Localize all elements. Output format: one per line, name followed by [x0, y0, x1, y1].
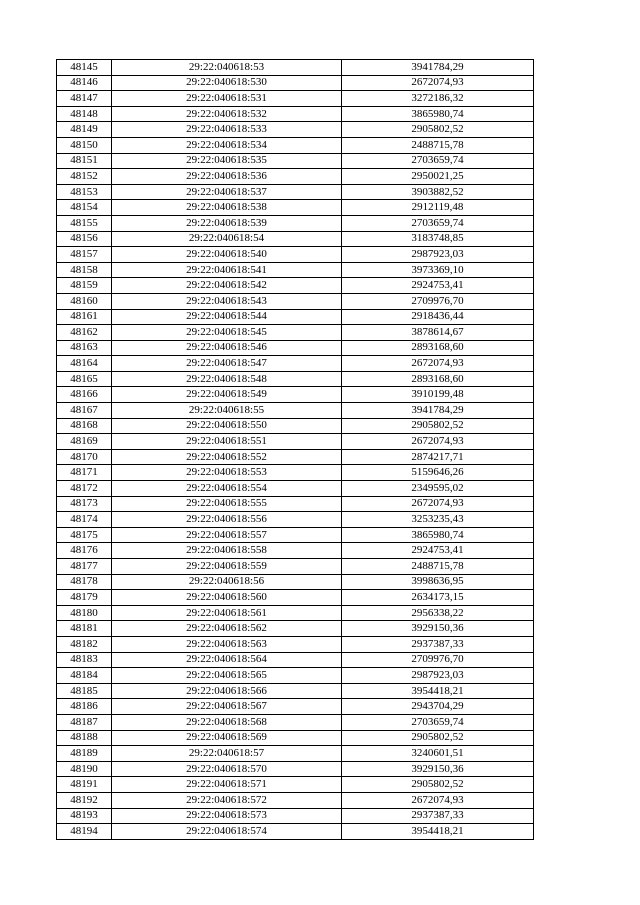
table-row [57, 278, 534, 294]
table-row [57, 60, 534, 76]
cadastral-value-cell: 3954418,21 [342, 824, 534, 840]
cadastral-number-cell: 29:22:040618:562 [112, 621, 342, 637]
cadastral-value-cell: 2874217,71 [342, 449, 534, 465]
cadastral-number-cell: 29:22:040618:544 [112, 309, 342, 325]
cadastral-number-cell: 29:22:040618:564 [112, 652, 342, 668]
row-number-cell: 48169 [57, 434, 112, 450]
table-row [57, 200, 534, 216]
cadastral-number-cell: 29:22:040618:556 [112, 512, 342, 528]
cadastral-number-cell: 29:22:040618:540 [112, 247, 342, 263]
cadastral-number-cell: 29:22:040618:560 [112, 590, 342, 606]
table-row [57, 309, 534, 325]
table-row [57, 512, 534, 528]
row-number-cell: 48176 [57, 543, 112, 559]
row-number-cell: 48168 [57, 418, 112, 434]
cadastral-value-cell: 2918436,44 [342, 309, 534, 325]
cadastral-number-cell: 29:22:040618:565 [112, 668, 342, 684]
table-row [57, 481, 534, 497]
table-row [57, 418, 534, 434]
cadastral-value-cell: 2937387,33 [342, 808, 534, 824]
table-row [57, 621, 534, 637]
table-row [57, 559, 534, 575]
cadastral-number-cell: 29:22:040618:538 [112, 200, 342, 216]
table-row [57, 169, 534, 185]
cadastral-value-cell: 3910199,48 [342, 387, 534, 403]
table-row [57, 668, 534, 684]
cadastral-value-cell: 3973369,10 [342, 262, 534, 278]
table-row [57, 184, 534, 200]
cadastral-value-cell: 2488715,78 [342, 559, 534, 575]
table-row [57, 449, 534, 465]
cadastral-number-cell: 29:22:040618:554 [112, 481, 342, 497]
cadastral-number-cell: 29:22:040618:563 [112, 636, 342, 652]
cadastral-value-cell: 3272186,32 [342, 91, 534, 107]
row-number-cell: 48175 [57, 527, 112, 543]
row-number-cell: 48186 [57, 699, 112, 715]
table-row [57, 746, 534, 762]
cadastral-number-cell: 29:22:040618:545 [112, 325, 342, 341]
cadastral-value-cell: 2709976,70 [342, 293, 534, 309]
cadastral-value-cell: 2924753,41 [342, 278, 534, 294]
row-number-cell: 48147 [57, 91, 112, 107]
table-row [57, 683, 534, 699]
cadastral-number-cell: 29:22:040618:572 [112, 792, 342, 808]
cadastral-value-cell: 2672074,93 [342, 496, 534, 512]
cadastral-value-cell: 3929150,36 [342, 761, 534, 777]
cadastral-number-cell: 29:22:040618:552 [112, 449, 342, 465]
table-row [57, 106, 534, 122]
row-number-cell: 48185 [57, 683, 112, 699]
cadastral-value-cell: 3954418,21 [342, 683, 534, 699]
row-number-cell: 48162 [57, 325, 112, 341]
cadastral-value-cell: 2905802,52 [342, 777, 534, 793]
cadastral-value-cell: 2905802,52 [342, 418, 534, 434]
row-number-cell: 48152 [57, 169, 112, 185]
row-number-cell: 48190 [57, 761, 112, 777]
cadastral-number-cell: 29:22:040618:561 [112, 605, 342, 621]
cadastral-value-cell: 2937387,33 [342, 636, 534, 652]
cadastral-number-cell: 29:22:040618:557 [112, 527, 342, 543]
cadastral-number-cell: 29:22:040618:56 [112, 574, 342, 590]
cadastral-number-cell: 29:22:040618:548 [112, 371, 342, 387]
cadastral-number-cell: 29:22:040618:571 [112, 777, 342, 793]
cadastral-number-cell: 29:22:040618:532 [112, 106, 342, 122]
table-row [57, 590, 534, 606]
table-row [57, 137, 534, 153]
cadastral-number-cell: 29:22:040618:550 [112, 418, 342, 434]
table-row [57, 605, 534, 621]
row-number-cell: 48192 [57, 792, 112, 808]
table-row [57, 356, 534, 372]
cadastral-value-cell: 2703659,74 [342, 153, 534, 169]
table-row [57, 496, 534, 512]
cadastral-number-cell: 29:22:040618:569 [112, 730, 342, 746]
cadastral-number-cell: 29:22:040618:559 [112, 559, 342, 575]
cadastral-number-cell: 29:22:040618:555 [112, 496, 342, 512]
cadastral-value-cell: 2703659,74 [342, 714, 534, 730]
table-row [57, 777, 534, 793]
row-number-cell: 48166 [57, 387, 112, 403]
row-number-cell: 48179 [57, 590, 112, 606]
table-row [57, 761, 534, 777]
cadastral-value-cell: 2905802,52 [342, 122, 534, 138]
row-number-cell: 48171 [57, 465, 112, 481]
cadastral-number-cell: 29:22:040618:530 [112, 75, 342, 91]
row-number-cell: 48183 [57, 652, 112, 668]
table-row [57, 699, 534, 715]
cadastral-value-cell: 2672074,93 [342, 356, 534, 372]
cadastral-value-cell: 3183748,85 [342, 231, 534, 247]
table-row [57, 325, 534, 341]
cadastral-number-cell: 29:22:040618:55 [112, 403, 342, 419]
table-row [57, 247, 534, 263]
row-number-cell: 48154 [57, 200, 112, 216]
table-row [57, 808, 534, 824]
row-number-cell: 48157 [57, 247, 112, 263]
row-number-cell: 48187 [57, 714, 112, 730]
cadastral-value-cell: 3941784,29 [342, 60, 534, 76]
row-number-cell: 48180 [57, 605, 112, 621]
row-number-cell: 48164 [57, 356, 112, 372]
cadastral-number-cell: 29:22:040618:558 [112, 543, 342, 559]
cadastral-number-cell: 29:22:040618:537 [112, 184, 342, 200]
cadastral-number-cell: 29:22:040618:551 [112, 434, 342, 450]
row-number-cell: 48184 [57, 668, 112, 684]
row-number-cell: 48151 [57, 153, 112, 169]
row-number-cell: 48172 [57, 481, 112, 497]
row-number-cell: 48146 [57, 75, 112, 91]
cadastral-value-table [56, 59, 534, 840]
cadastral-value-cell: 3929150,36 [342, 621, 534, 637]
cadastral-number-cell: 29:22:040618:566 [112, 683, 342, 699]
row-number-cell: 48159 [57, 278, 112, 294]
cadastral-number-cell: 29:22:040618:568 [112, 714, 342, 730]
table-row [57, 340, 534, 356]
table-row [57, 434, 534, 450]
cadastral-value-cell: 2987923,03 [342, 247, 534, 263]
row-number-cell: 48174 [57, 512, 112, 528]
row-number-cell: 48193 [57, 808, 112, 824]
row-number-cell: 48155 [57, 215, 112, 231]
cadastral-number-cell: 29:22:040618:574 [112, 824, 342, 840]
row-number-cell: 48167 [57, 403, 112, 419]
cadastral-number-cell: 29:22:040618:53 [112, 60, 342, 76]
table-row [57, 652, 534, 668]
row-number-cell: 48173 [57, 496, 112, 512]
row-number-cell: 48194 [57, 824, 112, 840]
cadastral-value-cell: 2672074,93 [342, 75, 534, 91]
cadastral-value-cell: 3240601,51 [342, 746, 534, 762]
row-number-cell: 48191 [57, 777, 112, 793]
row-number-cell: 48170 [57, 449, 112, 465]
cadastral-number-cell: 29:22:040618:553 [112, 465, 342, 481]
cadastral-value-cell: 2950021,25 [342, 169, 534, 185]
row-number-cell: 48153 [57, 184, 112, 200]
table-row [57, 215, 534, 231]
cadastral-number-cell: 29:22:040618:543 [112, 293, 342, 309]
row-number-cell: 48178 [57, 574, 112, 590]
cadastral-number-cell: 29:22:040618:570 [112, 761, 342, 777]
cadastral-number-cell: 29:22:040618:539 [112, 215, 342, 231]
cadastral-value-cell: 3941784,29 [342, 403, 534, 419]
cadastral-value-cell: 2709976,70 [342, 652, 534, 668]
table-row [57, 387, 534, 403]
cadastral-value-cell: 3865980,74 [342, 106, 534, 122]
row-number-cell: 48149 [57, 122, 112, 138]
cadastral-number-cell: 29:22:040618:54 [112, 231, 342, 247]
row-number-cell: 48189 [57, 746, 112, 762]
cadastral-value-cell: 2905802,52 [342, 730, 534, 746]
cadastral-value-cell: 2987923,03 [342, 668, 534, 684]
row-number-cell: 48181 [57, 621, 112, 637]
cadastral-value-cell: 2893168,60 [342, 340, 534, 356]
table-row [57, 403, 534, 419]
cadastral-number-cell: 29:22:040618:573 [112, 808, 342, 824]
row-number-cell: 48177 [57, 559, 112, 575]
row-number-cell: 48156 [57, 231, 112, 247]
table-row [57, 91, 534, 107]
cadastral-value-cell: 2634173,15 [342, 590, 534, 606]
table-row [57, 543, 534, 559]
cadastral-value-cell: 2943704,29 [342, 699, 534, 715]
cadastral-number-cell: 29:22:040618:536 [112, 169, 342, 185]
row-number-cell: 48150 [57, 137, 112, 153]
cadastral-value-cell: 3998636,95 [342, 574, 534, 590]
table-row [57, 122, 534, 138]
table-row [57, 465, 534, 481]
cadastral-value-cell: 3253235,43 [342, 512, 534, 528]
cadastral-number-cell: 29:22:040618:546 [112, 340, 342, 356]
table-row [57, 371, 534, 387]
row-number-cell: 48145 [57, 60, 112, 76]
cadastral-value-cell: 2703659,74 [342, 215, 534, 231]
cadastral-value-cell: 5159646,26 [342, 465, 534, 481]
cadastral-value-cell: 2912119,48 [342, 200, 534, 216]
table-row [57, 153, 534, 169]
cadastral-value-cell: 3903882,52 [342, 184, 534, 200]
cadastral-number-cell: 29:22:040618:535 [112, 153, 342, 169]
cadastral-number-cell: 29:22:040618:567 [112, 699, 342, 715]
cadastral-number-cell: 29:22:040618:541 [112, 262, 342, 278]
table-row [57, 730, 534, 746]
table-row [57, 75, 534, 91]
table-row [57, 231, 534, 247]
table-row [57, 792, 534, 808]
cadastral-value-cell: 3865980,74 [342, 527, 534, 543]
table-row [57, 262, 534, 278]
cadastral-number-cell: 29:22:040618:534 [112, 137, 342, 153]
cadastral-value-cell: 2672074,93 [342, 792, 534, 808]
cadastral-value-cell: 2672074,93 [342, 434, 534, 450]
cadastral-number-cell: 29:22:040618:531 [112, 91, 342, 107]
cadastral-value-cell: 3878614,67 [342, 325, 534, 341]
cadastral-value-cell: 2349595,02 [342, 481, 534, 497]
table-row [57, 574, 534, 590]
cadastral-number-cell: 29:22:040618:533 [112, 122, 342, 138]
row-number-cell: 48163 [57, 340, 112, 356]
row-number-cell: 48158 [57, 262, 112, 278]
table-row [57, 714, 534, 730]
table-row [57, 293, 534, 309]
cadastral-number-cell: 29:22:040618:549 [112, 387, 342, 403]
row-number-cell: 48160 [57, 293, 112, 309]
table-body [57, 60, 534, 840]
row-number-cell: 48182 [57, 636, 112, 652]
row-number-cell: 48148 [57, 106, 112, 122]
table-row [57, 527, 534, 543]
cadastral-value-cell: 2924753,41 [342, 543, 534, 559]
cadastral-number-cell: 29:22:040618:547 [112, 356, 342, 372]
cadastral-number-cell: 29:22:040618:542 [112, 278, 342, 294]
table-row [57, 824, 534, 840]
row-number-cell: 48165 [57, 371, 112, 387]
row-number-cell: 48161 [57, 309, 112, 325]
table-row [57, 636, 534, 652]
cadastral-value-cell: 2956338,22 [342, 605, 534, 621]
cadastral-value-cell: 2488715,78 [342, 137, 534, 153]
cadastral-number-cell: 29:22:040618:57 [112, 746, 342, 762]
cadastral-value-cell: 2893168,60 [342, 371, 534, 387]
row-number-cell: 48188 [57, 730, 112, 746]
